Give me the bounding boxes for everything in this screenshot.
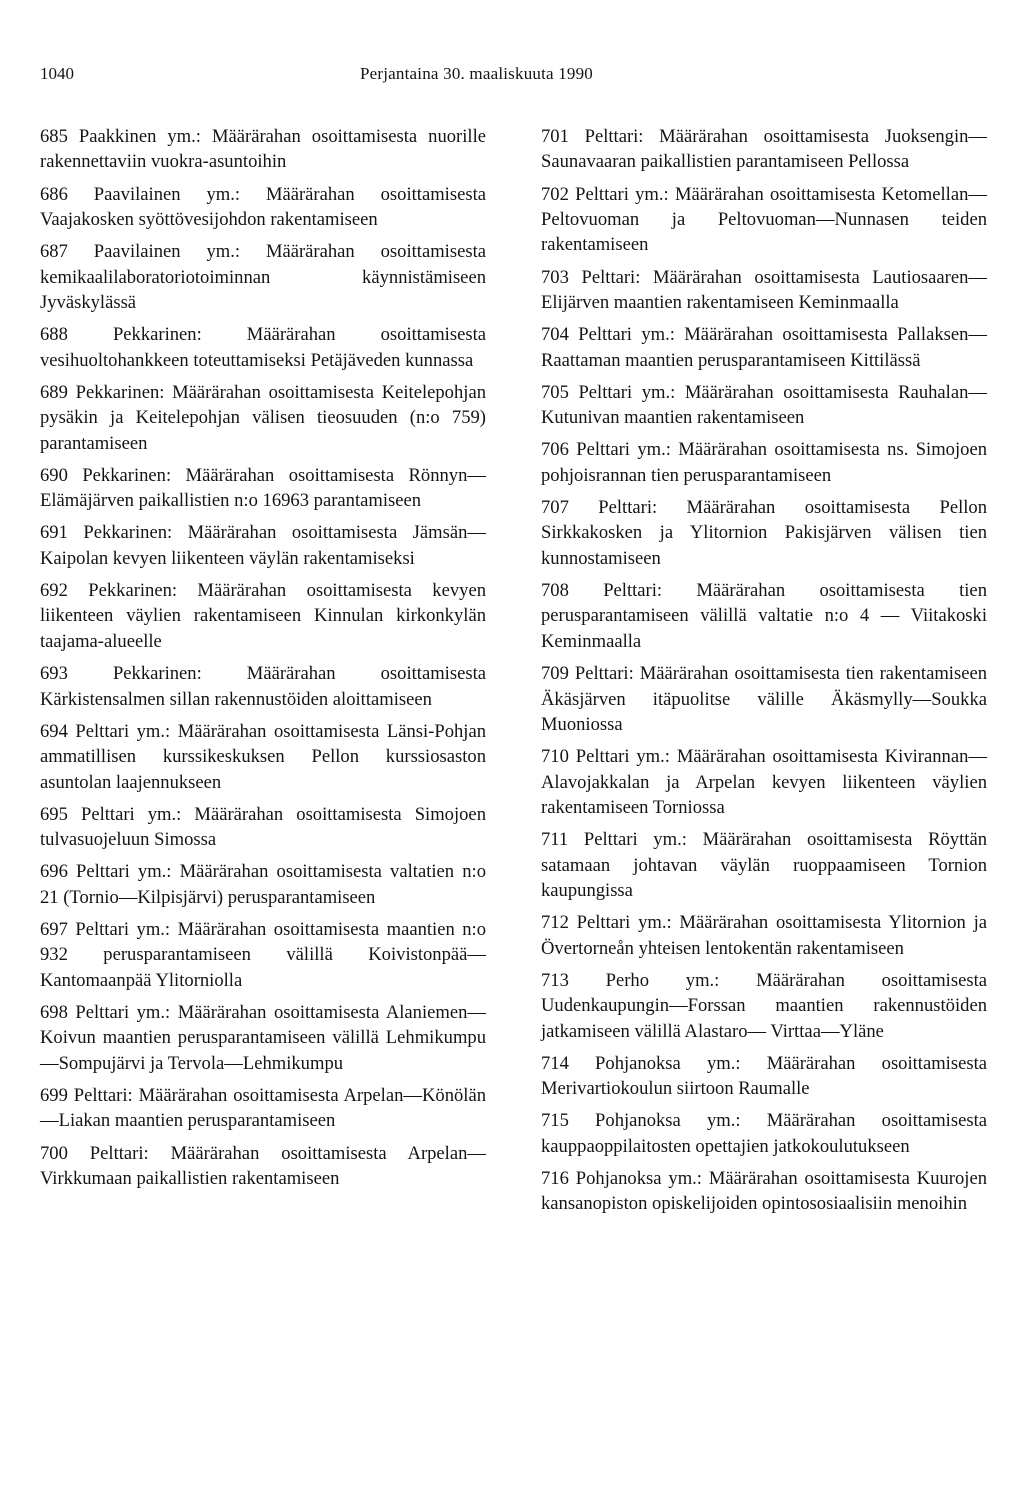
list-item: 715 Pohjanoksa ym.: Määrärahan osoittamisesta kauppaoppilaitosten opettajien jatkokoulutukseen — [541, 1110, 987, 1157]
list-item: 712 Pelttari ym.: Määrärahan osoittamisesta Ylitornion ja Övertorneån yhteisen lentokentän rakentamiseen — [541, 912, 987, 959]
list-item: 701 Pelttari: Määrärahan osoittamisesta Juoksengin—Saunavaaran paikallistien parantamiseen Pellossa — [541, 126, 987, 173]
page-header — [40, 64, 984, 90]
list-item: 711 Pelttari ym.: Määrärahan osoittamisesta Röyttän satamaan johtavan väylän ruoppaamiseen Tornion kaupungissa — [541, 829, 987, 901]
list-item: 709 Pelttari: Määrärahan osoittamisesta tien rakentamiseen Äkäsjärven itäpuolitse välille Äkäsmylly—Soukka Muoniossa — [541, 663, 987, 735]
right-column — [541, 124, 987, 1224]
list-item: 713 Perho ym.: Määrärahan osoittamisesta Uudenkaupungin—Forssan maantien rakennustöiden jatkamiseen välillä Alastaro— Virttaa—Yläne — [541, 969, 987, 1042]
list-item: 688 Pekkarinen: Määrärahan osoittamisesta vesihuoltohankkeen toteuttamiseksi Petäjäveden kunnassa — [40, 324, 486, 371]
list-item: 692 Pekkarinen: Määrärahan osoittamisesta kevyen liikenteen väylien rakentamiseen Kinnulan kirkonkylän taajama-alueelle — [40, 580, 486, 652]
list-item: 703 Pelttari: Määrärahan osoittamisesta Lautiosaaren—Elijärven maantien rakentamiseen Keminmaalla — [541, 266, 987, 314]
list-item: 689 Pekkarinen: Määrärahan osoittamisesta Keitelepohjan pysäkin ja Keitelepohjan välisen tieosuuden (n:o 759) parantamiseen — [40, 381, 486, 454]
list-item: 697 Pelttari ym.: Määrärahan osoittamisesta maantien n:o 932 perusparantamiseen välillä Koivistonpää—Kantomaanpää Ylitorniolla — [40, 918, 486, 991]
list-item: 685 Paakkinen ym.: Määrärahan osoittamisesta nuorille rakennettaviin vuokra-asuntoihin — [40, 126, 486, 173]
list-item: 708 Pelttari: Määrärahan osoittamisesta tien perusparantamiseen välillä valtatie n:o 4 — Viitakoski Keminmaalla — [541, 580, 987, 652]
list-item: 693 Pekkarinen: Määrärahan osoittamisesta Kärkistensalmen sillan rakennustöiden aloittamiseen — [40, 663, 486, 710]
list-item: 698 Pelttari ym.: Määrärahan osoittamisesta Alaniemen—Koivun maantien perusparantamiseen välillä Lehmikumpu—Sompujärvi ja Tervola—Lehmikumpu — [40, 1001, 486, 1074]
left-column — [40, 124, 486, 1198]
list-item: 710 Pelttari ym.: Määrärahan osoittamisesta Kivirannan—Alavojakkalan ja Arpelan kevyen liikenteen väylien rakentamiseen Torniossa — [541, 746, 987, 818]
list-item: 696 Pelttari ym.: Määrärahan osoittamisesta valtatien n:o 21 (Tornio—Kilpisjärvi) perusparantamiseen — [40, 861, 486, 908]
list-item: 687 Paavilainen ym.: Määrärahan osoittamisesta kemikaalilaboratoriotoiminnan käynnistämiseen Jyväskylässä — [40, 241, 486, 314]
list-item: 702 Pelttari ym.: Määrärahan osoittamisesta Ketomellan—Peltovuoman ja Peltovuoman—Nunnasen teiden rakentamiseen — [541, 183, 987, 256]
list-item: 686 Paavilainen ym.: Määrärahan osoittamisesta Vaajakosken syöttövesijohdon rakentamiseen — [40, 183, 486, 231]
list-item: 695 Pelttari ym.: Määrärahan osoittamisesta Simojoen tulvasuojeluun Simossa — [40, 803, 486, 851]
list-item: 705 Pelttari ym.: Määrärahan osoittamisesta Rauhalan—Kutunivan maantien rakentamiseen — [541, 381, 987, 429]
list-item: 704 Pelttari ym.: Määrärahan osoittamisesta Pallaksen—Raattaman maantien perusparantamiseen Kittilässä — [541, 324, 987, 371]
list-item: 716 Pohjanoksa ym.: Määrärahan osoittamisesta Kuurojen kansanopiston opiskelijoiden opintososiaalisiin menoihin — [541, 1167, 987, 1215]
list-item: 690 Pekkarinen: Määrärahan osoittamisesta Rönnyn—Elämäjärven paikallistien n:o 16963 parantamiseen — [40, 464, 486, 512]
header-date: Perjantaina 30. maaliskuuta 1990 — [360, 64, 594, 83]
list-item: 691 Pekkarinen: Määrärahan osoittamisesta Jämsän—Kaipolan kevyen liikenteen väylän rakentamiseksi — [40, 522, 486, 569]
page-number: 1040 — [40, 64, 74, 83]
list-item: 707 Pelttari: Määrärahan osoittamisesta Pellon Sirkkakosken ja Ylitornion Pakisjärven välisen tien kunnostamiseen — [541, 497, 987, 569]
list-item: 694 Pelttari ym.: Määrärahan osoittamisesta Länsi-Pohjan ammatillisen kurssikeskuksen Pellon kurssiosaston asuntolan laajennukseen — [40, 720, 486, 793]
list-item: 714 Pohjanoksa ym.: Määrärahan osoittamisesta Merivartiokoulun siirtoon Raumalle — [541, 1052, 987, 1100]
list-item: 699 Pelttari: Määrärahan osoittamisesta Arpelan—Könölän—Liakan maantien perusparantamiseen — [40, 1084, 486, 1132]
list-item: 706 Pelttari ym.: Määrärahan osoittamisesta ns. Simojoen pohjoisrannan tien perusparantamiseen — [541, 439, 987, 486]
list-item: 700 Pelttari: Määrärahan osoittamisesta Arpelan—Virkkumaan paikallistien rakentamiseen — [40, 1142, 486, 1189]
